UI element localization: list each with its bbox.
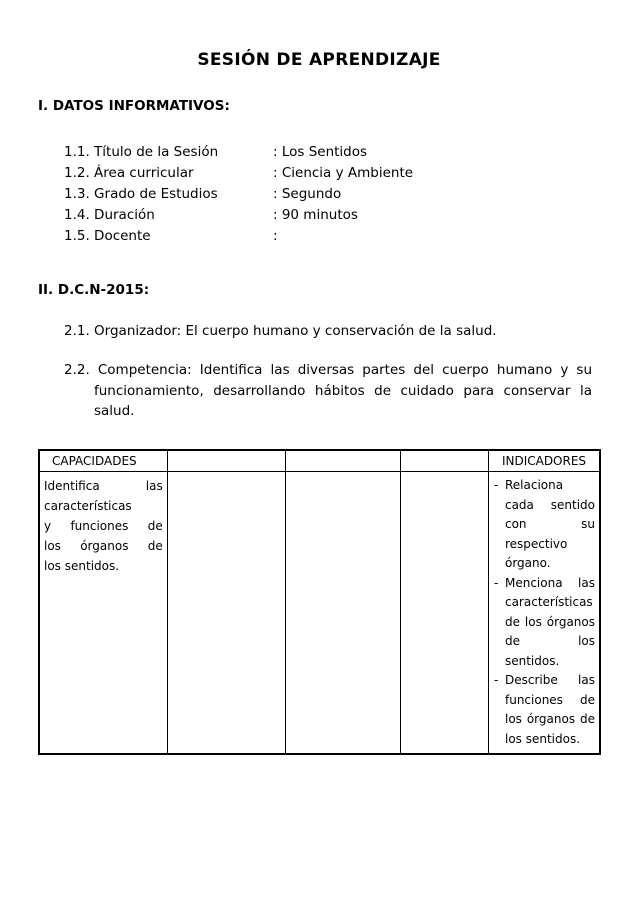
info-value: : 90 minutos	[273, 207, 358, 223]
info-label: 1.3. Grado de Estudios	[64, 186, 218, 202]
competencia-line: funcionamiento, desarrollando hábitos de cuidado para conservar la	[94, 382, 592, 399]
info-label: 1.2. Área curricular	[64, 165, 194, 181]
header-capacidades: CAPACIDADES	[39, 450, 167, 472]
indicador-item: - Relaciona cada sentido con su respectivo órgano.	[493, 476, 595, 574]
info-label: 1.4. Duración	[64, 207, 155, 223]
indicador-item: - Menciona las características de los órganos de los sentidos.	[493, 574, 595, 672]
info-value: : Los Sentidos	[273, 144, 368, 160]
competencia-line: salud.	[94, 403, 135, 419]
info-label: 1.1. Título de la Sesión	[64, 144, 219, 160]
header-indicadores: INDICADORES	[488, 450, 600, 472]
empty-cell	[400, 472, 488, 755]
table-row	[39, 472, 600, 755]
capacidad-line: los sentidos.	[44, 559, 120, 573]
competencia-paragraph	[64, 360, 592, 422]
organizador-text: 2.1. Organizador: El cuerpo humano y conservación de la salud.	[64, 323, 497, 339]
empty-cell	[285, 472, 400, 755]
table-header-row	[39, 450, 600, 472]
capacidad-line: Identifica las	[44, 479, 163, 493]
section-heading-datos-informativos: I. DATOS INFORMATIVOS:	[38, 98, 230, 114]
indicadores-list	[489, 472, 599, 753]
header-empty-cell	[285, 450, 400, 472]
header-empty-cell	[400, 450, 488, 472]
info-value: :	[273, 228, 278, 244]
header-empty-cell	[167, 450, 285, 472]
info-value: : Segundo	[273, 186, 342, 202]
capacidad-line: los órganos de	[44, 539, 163, 553]
document-title: SESIÓN DE APRENDIZAJE	[197, 50, 441, 70]
competencia-line: 2.2. Competencia: Identifica las diversas partes del cuerpo humano y su	[64, 362, 592, 378]
indicadores-cell	[488, 472, 600, 755]
capacidad-line: características	[44, 499, 132, 513]
info-label: 1.5. Docente	[64, 228, 151, 244]
capacidad-line: y funciones de	[44, 519, 163, 533]
capacidad-cell	[39, 472, 167, 755]
empty-cell	[167, 472, 285, 755]
info-value: : Ciencia y Ambiente	[273, 165, 414, 181]
indicador-item: - Describe las funciones de los órganos de los sentidos.	[493, 671, 595, 749]
section-heading-dcn: II. D.C.N-2015:	[38, 282, 150, 298]
capacidades-table	[38, 449, 601, 755]
